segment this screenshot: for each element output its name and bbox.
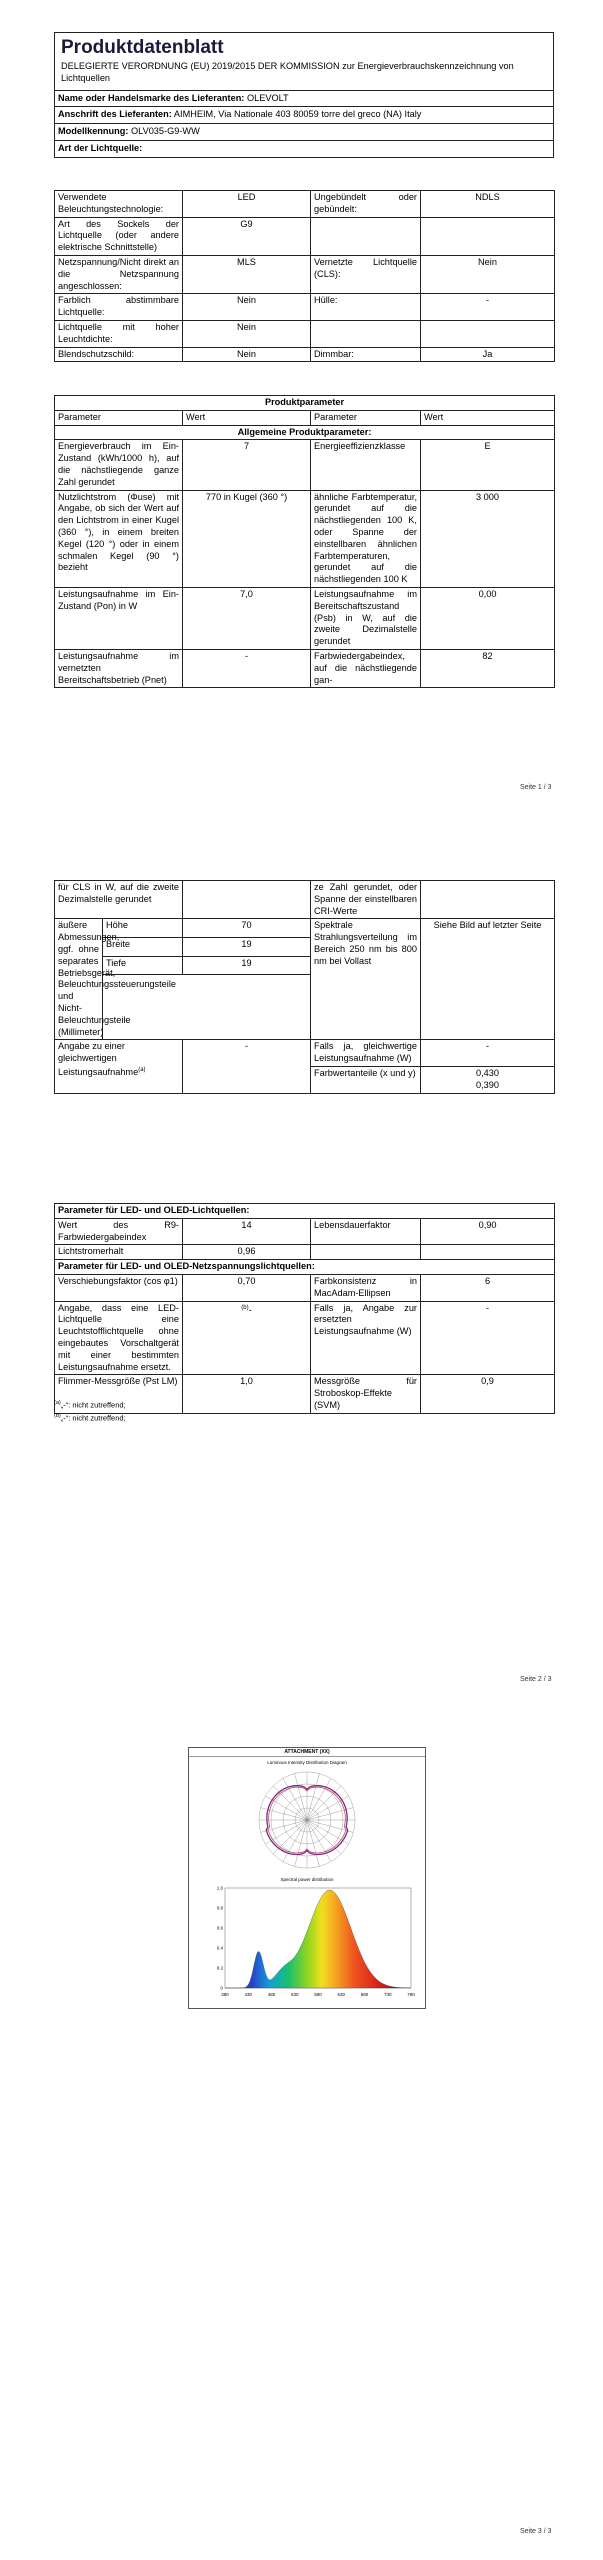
type-value <box>183 347 311 362</box>
polar-grid-spoke <box>273 1820 307 1854</box>
footnote-b: $^{(b)}$„-“: nicht zutreffend; <box>54 1412 126 1422</box>
footnote-a: $^{(a)}$„-“: nicht zutreffend; <box>54 1400 126 1410</box>
general-param: Leistungsaufnahme im vernetzten Bereitschaftsbetrieb (Pnet) <box>55 649 183 687</box>
general-param: Leistungsaufnahme im Ein-Zustand (Pon) in W <box>55 587 183 649</box>
mains-value-text: 1,0 <box>240 1376 253 1387</box>
general-param: Nutzlichtstrom (Φuse) mit Angabe, ob sich der Wert auf den Lichtstrom in einer Kugel (360 °), in einem breiten Kegel (120 °) oder in einem schmalen Kegel (90 °) bezieht <box>55 490 183 587</box>
supplier-row: Name oder Handelsmarke des Lieferanten: OLEVOLT <box>55 90 554 107</box>
mains-param: Verschiebungsfaktor (cos φ1) <box>55 1274 183 1301</box>
equiv-label-2: Falls ja, gleichwertige Leistungsaufnahme (W) <box>311 1040 421 1067</box>
type-param-2: Dimmbar: <box>311 347 421 362</box>
spectrum-x-tick: 580 <box>314 1992 322 1997</box>
spectral-label: Spektrale Strahlungsverteilung im Bereich 250 nm bis 800 nm bei Vollast <box>311 919 421 1040</box>
cont-param-left: für CLS in W, auf die zweite Dezimalstelle gerundet <box>55 881 183 919</box>
spectrum-x-tick: 780 <box>407 1992 415 1997</box>
cont-value-right <box>421 881 555 919</box>
mains-params-heading: Parameter für LED- und OLED-Netzspannungslichtquellen: <box>55 1260 555 1275</box>
model-row: Modellkennung: OLV035-G9-WW <box>55 124 554 141</box>
address-row: Anschrift des Lieferanten: AIMHEIM, Via Nationale 403 80059 torre del greco (NA) Italy <box>55 107 554 124</box>
attachment-frame <box>188 1747 426 2009</box>
type-value-2: Nein <box>421 255 555 293</box>
polar-grid-spoke <box>307 1820 319 1866</box>
supplier-value: OLEVOLT <box>246 92 289 103</box>
led-params-heading: Parameter für LED- und OLED-Lichtquellen: <box>55 1204 555 1219</box>
general-value-text: - <box>244 650 249 661</box>
type-param: Farblich abstimmbare Lichtquelle: <box>55 294 183 321</box>
general-value <box>183 649 311 687</box>
mains-value-2: 6 <box>421 1274 555 1301</box>
col-header-parameter-2: Parameter <box>311 410 421 425</box>
polar-grid-spoke <box>307 1820 331 1862</box>
mains-value-2: 0,9 <box>421 1375 555 1413</box>
general-row <box>55 649 555 687</box>
page-number-3: Seite 3 / 3 <box>520 2528 552 2535</box>
dimensions-label: äußere Abmessungen, ggf. ohne separates Betriebsgerät, Beleuchtungssteuerungsteile und Nicht-Beleuchtungsteile (Millimeter) <box>55 919 103 1040</box>
mains-value-text: 0,70 <box>237 1275 256 1286</box>
type-value-2 <box>421 320 555 347</box>
mains-param-2: Falls ja, Angabe zur ersetzten Leistungsaufnahme (W) <box>311 1301 421 1375</box>
spectrum-x-tick: 480 <box>267 1992 276 1997</box>
col-header-value-2: Wert <box>421 410 555 425</box>
led-value-2 <box>421 1245 555 1260</box>
spectrum-x-tick: 680 <box>360 1992 369 1997</box>
mains-param-2: Messgröße für Stroboskop-Effekte (SVM) <box>311 1375 421 1413</box>
type-value-2: NDLS <box>421 191 555 218</box>
spectrum-y-tick: 1.0 <box>216 1885 223 1891</box>
spectrum-x-tick: 730 <box>383 1992 392 1997</box>
polar-grid-spoke <box>307 1820 341 1854</box>
type-param: Lichtquelle mit hoher Leuchtdichte: <box>55 320 183 347</box>
led-value-text: 14 <box>241 1219 252 1230</box>
polar-grid-spoke <box>307 1786 341 1820</box>
mains-row <box>55 1274 555 1301</box>
general-value-text: 770 in Kugel (360 °) <box>205 491 288 502</box>
led-value-2: 0,90 <box>421 1218 555 1245</box>
type-row <box>55 217 555 255</box>
general-row <box>55 490 555 587</box>
lightsource-type-heading: Art der Lichtquelle: <box>55 140 554 157</box>
spectrum-y-tick: 0.4 <box>216 1945 223 1951</box>
sheet-title: Produktdatenblatt DELEGIERTE VERORDNUNG (EU) 2019/2015 DER KOMMISSION zur Energieverbrauchskennzeichnung von Lichtquellen <box>55 33 554 91</box>
dim-name-height: Höhe <box>103 919 183 938</box>
led-row <box>55 1218 555 1245</box>
type-value <box>183 320 311 347</box>
col-header-parameter: Parameter <box>55 410 183 425</box>
led-param-2 <box>311 1245 421 1260</box>
page-number-2: Seite 2 / 3 <box>520 1676 552 1683</box>
mains-value <box>183 1274 311 1301</box>
mains-row <box>55 1375 555 1413</box>
type-value-2: - <box>421 294 555 321</box>
polar-grid-spoke <box>307 1774 319 1820</box>
type-value <box>183 255 311 293</box>
spectrum-chart <box>207 1884 417 2002</box>
polar-diagram <box>227 1768 387 1876</box>
general-param-2: ähnliche Farbtemperatur, gerundet auf die nächstliegenden 100 K, oder Spanne der einstellbaren ähnlichen Farbtemperaturen, gerundet auf die nächstliegenden 100 K <box>311 490 421 587</box>
type-param: Netzspannung/Nicht direkt an die Netzspannung angeschlossen: <box>55 255 183 293</box>
page-number-1: Seite 1 / 3 <box>520 784 552 791</box>
regulation-text: DELEGIERTE VERORDNUNG (EU) 2019/2015 DER KOMMISSION zur Energieverbrauchskennzeichnung von Lichtquellen <box>61 61 514 83</box>
chromaticity-y: 0,390 <box>476 1079 500 1090</box>
equiv-value: - <box>183 1040 311 1093</box>
equiv-label: Angabe zu einer gleichwertigen Leistungsaufnahme$^{(a)}$ <box>55 1040 183 1093</box>
type-value-text: Nein <box>237 348 256 359</box>
mains-value <box>183 1301 311 1375</box>
type-param-2: Hülle: <box>311 294 421 321</box>
led-param: Lichtstromerhalt <box>55 1245 183 1260</box>
type-value-2 <box>421 217 555 255</box>
general-value-text: 7,0 <box>240 588 253 599</box>
dim-value-height: 70 <box>183 919 311 938</box>
polar-grid-spoke <box>283 1820 307 1862</box>
led-params-table <box>54 1203 555 1414</box>
type-row <box>55 347 555 362</box>
spectrum-x-tick: 430 <box>244 1992 253 1997</box>
mains-value-text: - <box>248 1304 252 1315</box>
product-params-heading: Produktparameter <box>55 396 555 411</box>
type-row <box>55 191 555 218</box>
chromaticity-x: 0,430 <box>476 1067 500 1078</box>
address-value: AIMHEIM, Via Nationale 403 80059 torre del greco (NA) Italy <box>173 109 422 120</box>
type-row <box>55 320 555 347</box>
led-value <box>183 1245 311 1260</box>
led-param-2: Lebensdauerfaktor <box>311 1218 421 1245</box>
cont-value-left <box>183 881 311 919</box>
equiv-value-2: - <box>421 1040 555 1067</box>
general-value <box>183 440 311 490</box>
type-param: Blendschutzschild: <box>55 347 183 362</box>
spectral-value: Siehe Bild auf letzter Seite <box>421 919 555 1040</box>
product-params-table <box>54 395 555 688</box>
spectrum-y-tick: 0.8 <box>216 1905 223 1911</box>
spectrum-y-tick: 0 <box>220 1985 223 1991</box>
continued-params-table <box>54 880 555 1094</box>
general-param: Energieverbrauch im Ein-Zustand (kWh/1000 h), auf die nächstliegende ganze Zahl gerundet <box>55 440 183 490</box>
general-row <box>55 440 555 490</box>
attachment-title: ATTACHMENT (XX) <box>189 1748 425 1757</box>
polar-grid-spoke <box>295 1774 307 1820</box>
general-value-2: 0,00 <box>421 587 555 649</box>
polar-grid-spoke <box>273 1786 307 1820</box>
type-value-text: LED <box>237 192 256 202</box>
spectrum-y-tick: 0.6 <box>216 1925 223 1931</box>
general-value-2: E <box>421 440 555 490</box>
general-value-2: 82 <box>421 649 555 687</box>
spectrum-x-tick: 380 <box>221 1992 229 1997</box>
spectrum-x-tick: 530 <box>290 1992 299 1997</box>
model-value: OLV035-G9-WW <box>131 126 200 137</box>
type-value <box>183 217 311 255</box>
mains-param: Angabe, dass eine LED-Lichtquelle eine Leuchtstofflichtquelle ohne eingebautes Vorschaltgerät mit einer bestimmten Leistungsaufnahme ersetzt. <box>55 1301 183 1375</box>
type-value-2: Ja <box>421 347 555 362</box>
type-value-text: Nein <box>237 321 256 332</box>
led-value-text: 0,96 <box>237 1246 256 1257</box>
mains-row <box>55 1301 555 1375</box>
general-param-2: Farbwiedergabeindex, auf die nächstliegende gan- <box>311 649 421 687</box>
mains-value-sup: (b) <box>241 1304 249 1311</box>
chromaticity-label: Farbwertanteile (x und y) <box>311 1066 421 1093</box>
general-param-2: Energieeffizienzklasse <box>311 440 421 490</box>
type-param-2: Ungebündelt oder gebündelt: <box>311 191 421 218</box>
dim-name-depth: Tiefe <box>103 956 183 975</box>
type-value-text: MLS <box>237 256 256 267</box>
col-header-value: Wert <box>183 410 311 425</box>
page-1 <box>0 0 603 820</box>
type-param: Verwendete Beleuchtungstechnologie: <box>55 191 183 218</box>
general-row <box>55 587 555 649</box>
general-value <box>183 490 311 587</box>
led-row <box>55 1245 555 1260</box>
polar-grid-spoke <box>283 1778 307 1820</box>
type-value-text: G9 <box>240 218 253 229</box>
type-row <box>55 294 555 321</box>
general-param-2: Leistungsaufnahme im Bereitschaftszustand (Psb) in W, auf die zweite Dezimalstelle gerundet <box>311 587 421 649</box>
polar-title: Luminous Intensity Distribution Diagram <box>267 1760 347 1765</box>
type-value <box>183 294 311 321</box>
lightsource-type-table <box>54 190 555 362</box>
page-2 <box>0 870 603 1690</box>
polar-grid-spoke <box>307 1778 331 1820</box>
dim-value-depth: 19 <box>183 956 311 975</box>
type-param: Art des Sockels der Lichtquelle (oder andere elektrische Schnittstelle) <box>55 217 183 255</box>
spectrum-title: Spectral power distribution <box>280 1877 334 1882</box>
general-value <box>183 587 311 649</box>
general-value-2: 3 000 <box>421 490 555 587</box>
header-table <box>54 32 554 158</box>
led-param: Wert des R9-Farbwiedergabeindex <box>55 1218 183 1245</box>
spectrum-y-tick: 0.2 <box>216 1965 223 1971</box>
type-param-2 <box>311 217 421 255</box>
type-param-2 <box>311 320 421 347</box>
dim-name-width: Breite <box>103 938 183 957</box>
type-value <box>183 191 311 218</box>
spectrum-x-tick: 630 <box>337 1992 346 1997</box>
mains-param: Flimmer-Messgröße (Pst LM) <box>55 1375 183 1413</box>
type-value-text: Nein <box>237 295 256 306</box>
dim-value-width: 19 <box>183 938 311 957</box>
page-3 <box>0 1715 603 2560</box>
led-value <box>183 1218 311 1245</box>
footnotes <box>54 1398 126 1423</box>
type-param-2: Vernetzte Lichtquelle (CLS): <box>311 255 421 293</box>
mains-param-2: Farbkonsistenz in MacAdam-Ellipsen <box>311 1274 421 1301</box>
general-params-heading: Allgemeine Produktparameter: <box>55 425 555 440</box>
mains-value-2: - <box>421 1301 555 1375</box>
chromaticity-values <box>421 1066 555 1093</box>
polar-grid-spoke <box>295 1820 307 1866</box>
type-row <box>55 255 555 293</box>
general-value-text: 7 <box>243 441 250 452</box>
cont-param-right: ze Zahl gerundet, oder Spanne der einstellbaren CRI-Werte <box>311 881 421 919</box>
mains-value <box>183 1375 311 1413</box>
